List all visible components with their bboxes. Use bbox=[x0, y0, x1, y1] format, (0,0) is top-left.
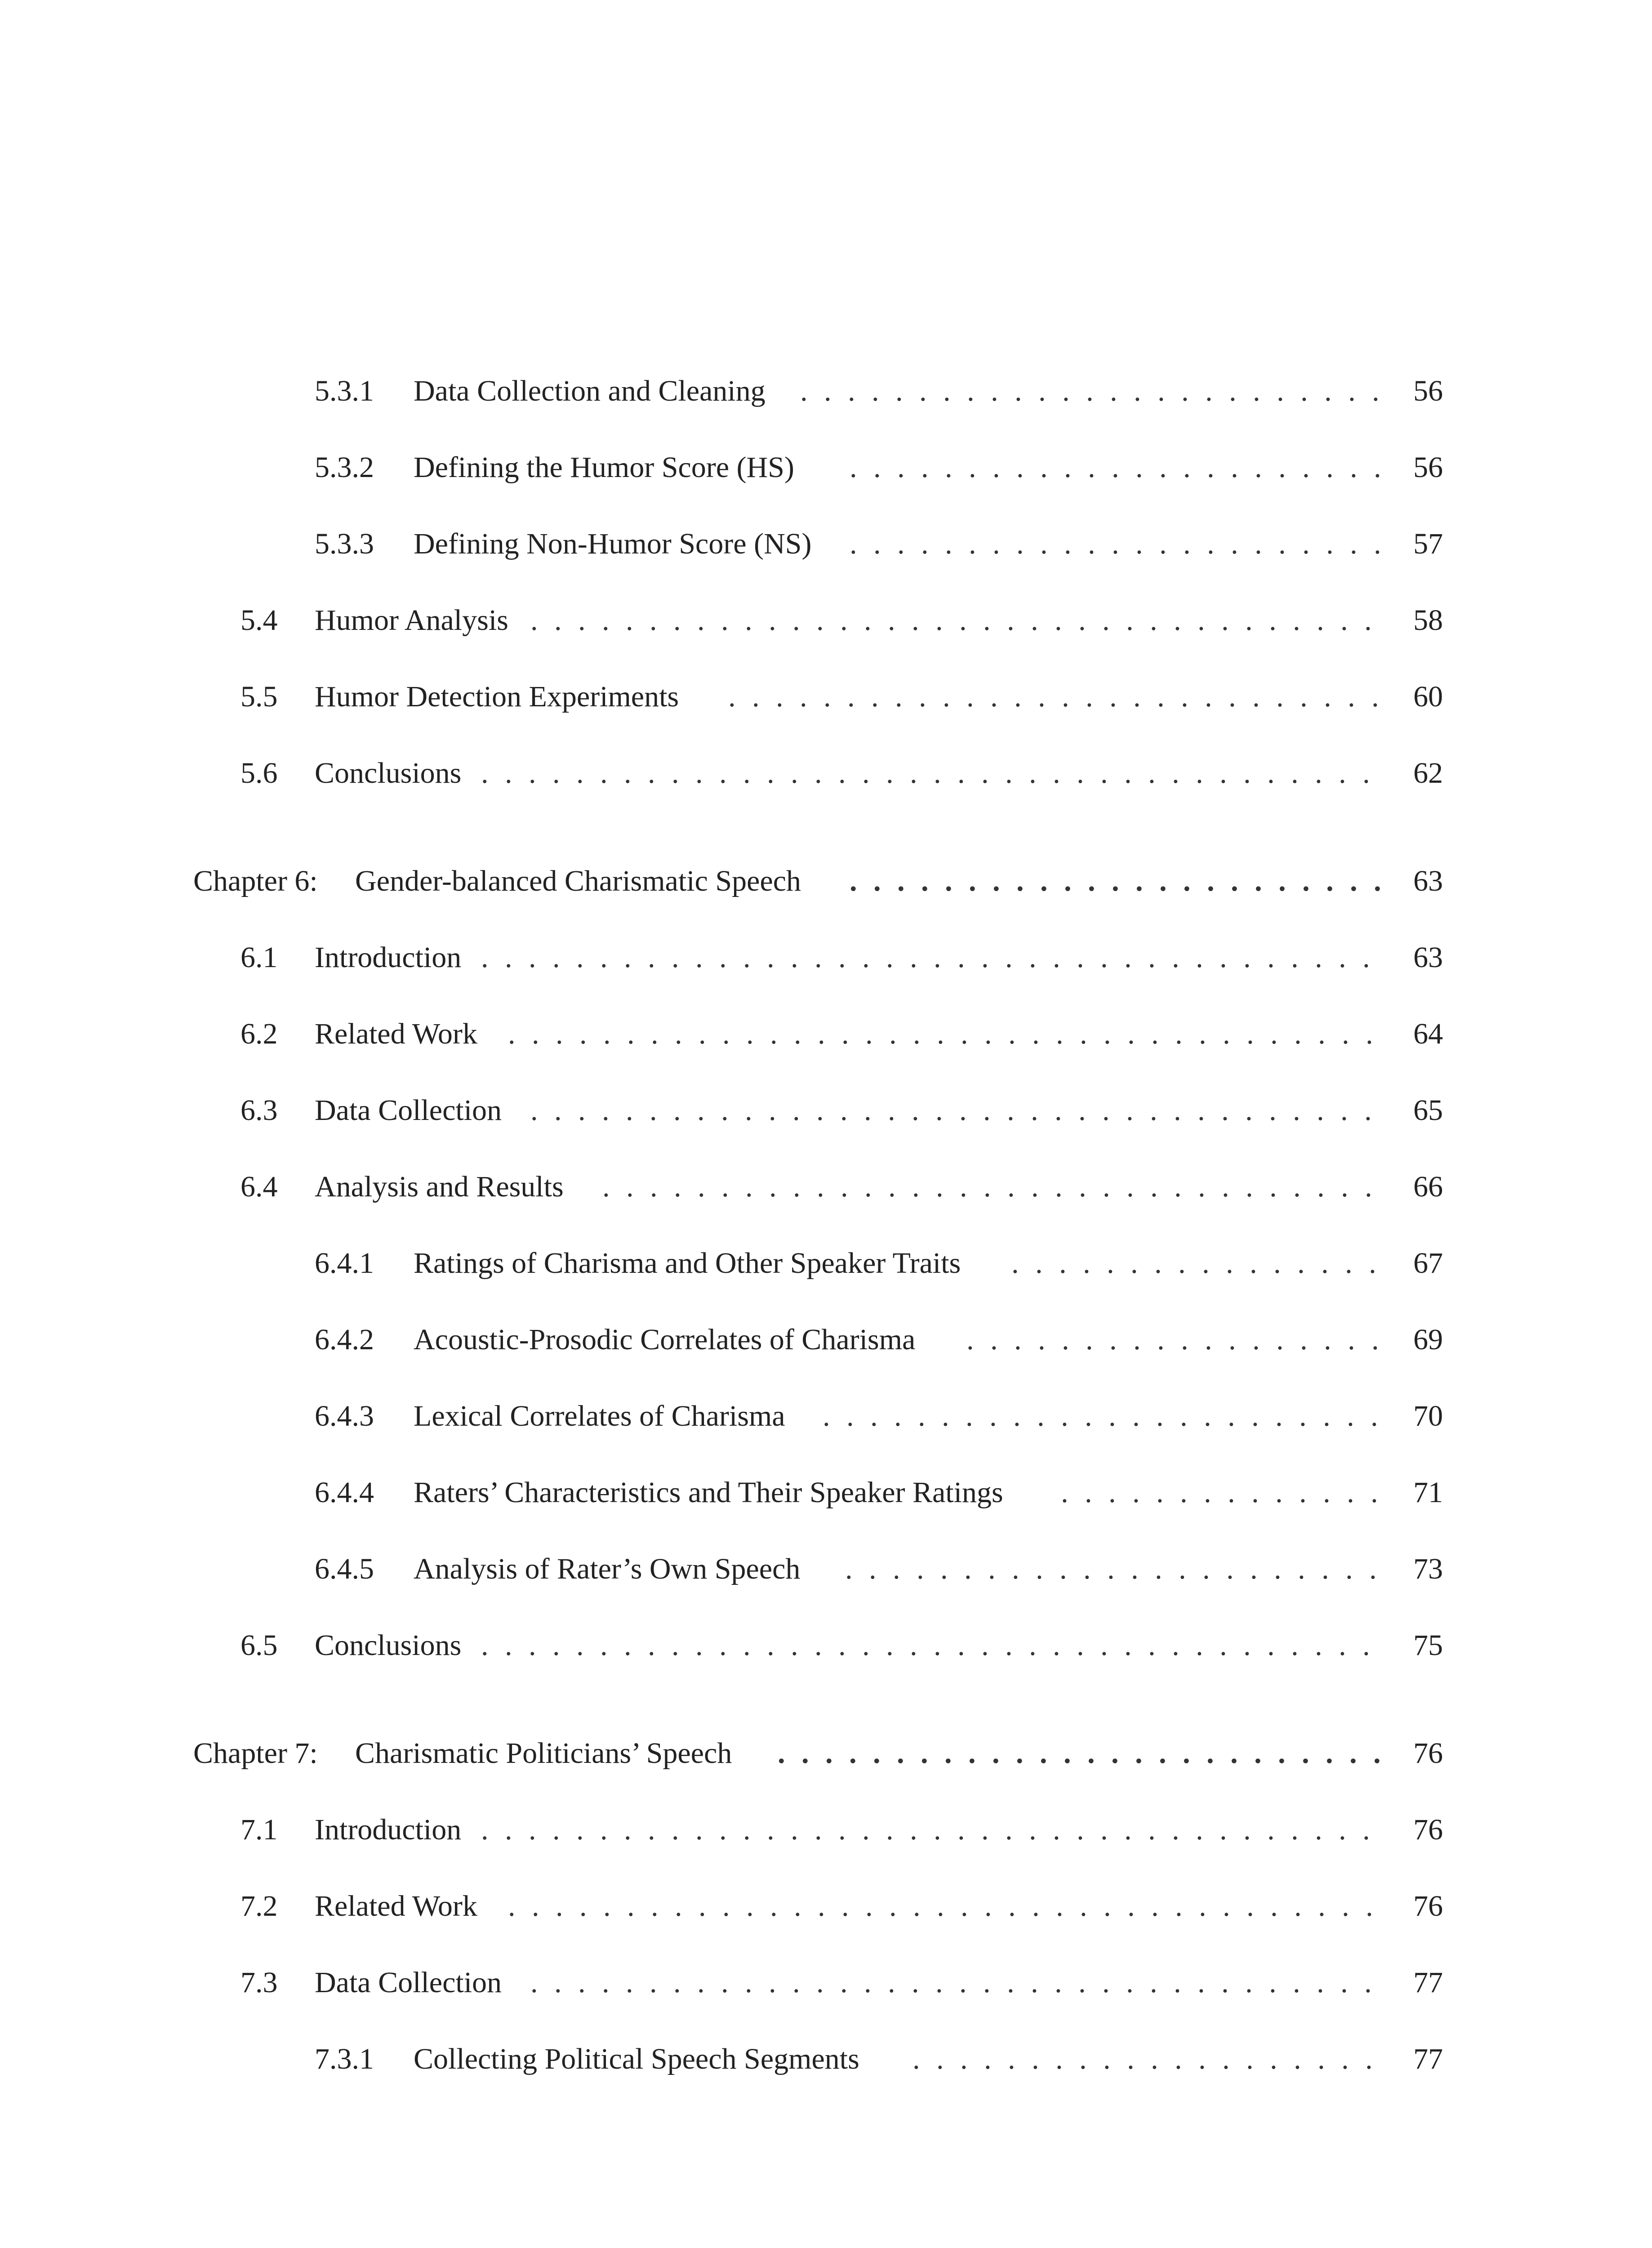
entry-number: 6.3 bbox=[240, 1094, 278, 1127]
entry-title: Data Collection bbox=[315, 1094, 502, 1127]
dot-leader bbox=[530, 1960, 1385, 2005]
toc-entry[interactable] bbox=[0, 1012, 1652, 1057]
dot-leader bbox=[850, 859, 1394, 904]
page-number: 70 bbox=[1413, 1400, 1443, 1432]
toc-chapter-entry[interactable] bbox=[0, 859, 1652, 904]
toc-entry[interactable] bbox=[0, 1807, 1652, 1852]
page-number: 71 bbox=[1413, 1476, 1443, 1509]
toc-entry[interactable] bbox=[0, 1960, 1652, 2005]
dot-leader bbox=[728, 674, 1385, 719]
entry-title: Related Work bbox=[315, 1017, 477, 1050]
entry-title: Analysis of Rater’s Own Speech bbox=[414, 1552, 801, 1585]
toc-entry[interactable] bbox=[0, 522, 1652, 566]
chapter-title: Gender-balanced Charismatic Speech bbox=[355, 865, 801, 897]
entry-title: Raters’ Characteristics and Their Speaker Ratings bbox=[414, 1476, 1003, 1509]
page-number: 66 bbox=[1413, 1170, 1443, 1203]
dot-leader bbox=[800, 369, 1385, 414]
entry-number: 5.3.3 bbox=[315, 527, 374, 560]
entry-title: Introduction bbox=[315, 1813, 462, 1846]
entry-title: Data Collection bbox=[315, 1966, 502, 1999]
page-number: 57 bbox=[1413, 527, 1443, 560]
toc-entry[interactable] bbox=[0, 674, 1652, 719]
entry-number: 6.2 bbox=[240, 1017, 278, 1050]
page-number: 77 bbox=[1413, 2043, 1443, 2075]
dot-leader bbox=[845, 1547, 1385, 1592]
entry-title: Defining the Humor Score (HS) bbox=[414, 451, 794, 484]
page-number: 75 bbox=[1413, 1629, 1443, 1662]
toc-entry[interactable] bbox=[0, 1088, 1652, 1133]
dot-leader bbox=[1011, 1241, 1385, 1286]
page-number: 64 bbox=[1413, 1017, 1443, 1050]
page-number: 56 bbox=[1413, 375, 1443, 407]
page-number: 63 bbox=[1413, 865, 1443, 897]
toc-entry[interactable] bbox=[0, 369, 1652, 414]
entry-title: Acoustic-Prosodic Correlates of Charisma bbox=[414, 1323, 916, 1356]
entry-number: 7.2 bbox=[240, 1890, 278, 1922]
entry-title: Defining Non-Humor Score (NS) bbox=[414, 527, 812, 560]
entry-number: 6.4.3 bbox=[315, 1400, 374, 1432]
toc-entry[interactable] bbox=[0, 1547, 1652, 1592]
toc-chapter-entry[interactable] bbox=[0, 1731, 1652, 1776]
page-number: 73 bbox=[1413, 1552, 1443, 1585]
entry-title: Analysis and Results bbox=[315, 1170, 564, 1203]
dot-leader bbox=[508, 1884, 1385, 1929]
dot-leader bbox=[966, 1317, 1385, 1362]
entry-number: 6.1 bbox=[240, 941, 278, 974]
entry-number: 5.4 bbox=[240, 604, 278, 637]
entry-title: Introduction bbox=[315, 941, 462, 974]
dot-leader bbox=[778, 1731, 1394, 1776]
chapter-title: Charismatic Politicians’ Speech bbox=[355, 1737, 732, 1770]
chapter-label: Chapter 7: bbox=[193, 1737, 318, 1770]
page-number: 69 bbox=[1413, 1323, 1443, 1356]
page-number: 58 bbox=[1413, 604, 1443, 637]
dot-leader bbox=[850, 522, 1385, 566]
entry-number: 6.4.5 bbox=[315, 1552, 374, 1585]
dot-leader bbox=[602, 1164, 1385, 1209]
entry-title: Related Work bbox=[315, 1890, 477, 1922]
entry-number: 6.4.2 bbox=[315, 1323, 374, 1356]
toc-entry[interactable] bbox=[0, 1884, 1652, 1929]
toc-entry[interactable] bbox=[0, 935, 1652, 980]
dot-leader bbox=[481, 1807, 1385, 1852]
dot-leader bbox=[1061, 1470, 1385, 1515]
dot-leader bbox=[530, 598, 1385, 643]
dot-leader bbox=[481, 935, 1385, 980]
entry-title: Humor Analysis bbox=[315, 604, 508, 637]
toc-entry[interactable] bbox=[0, 445, 1652, 490]
page-number: 77 bbox=[1413, 1966, 1443, 1999]
toc-entry[interactable] bbox=[0, 1470, 1652, 1515]
page-number: 56 bbox=[1413, 451, 1443, 484]
entry-number: 6.4.4 bbox=[315, 1476, 374, 1509]
toc-entry[interactable] bbox=[0, 1241, 1652, 1286]
dot-leader bbox=[850, 445, 1385, 490]
page-number: 63 bbox=[1413, 941, 1443, 974]
entry-title: Humor Detection Experiments bbox=[315, 680, 679, 713]
toc-entry[interactable] bbox=[0, 1623, 1652, 1668]
entry-title: Lexical Correlates of Charisma bbox=[414, 1400, 785, 1432]
dot-leader bbox=[530, 1088, 1385, 1133]
toc-entry[interactable] bbox=[0, 598, 1652, 643]
page-number: 62 bbox=[1413, 757, 1443, 789]
entry-title: Data Collection and Cleaning bbox=[414, 375, 766, 407]
entry-number: 7.1 bbox=[240, 1813, 278, 1846]
dot-leader bbox=[481, 1623, 1385, 1668]
chapter-label: Chapter 6: bbox=[193, 865, 318, 897]
entry-number: 5.5 bbox=[240, 680, 278, 713]
entry-number: 6.4.1 bbox=[315, 1247, 374, 1280]
dot-leader bbox=[481, 751, 1385, 796]
page-number: 76 bbox=[1413, 1890, 1443, 1922]
entry-number: 7.3 bbox=[240, 1966, 278, 1999]
entry-number: 5.3.1 bbox=[315, 375, 374, 407]
dot-leader bbox=[823, 1394, 1385, 1439]
dot-leader bbox=[913, 2037, 1385, 2082]
page-number: 67 bbox=[1413, 1247, 1443, 1280]
entry-number: 5.3.2 bbox=[315, 451, 374, 484]
toc-entry[interactable] bbox=[0, 2037, 1652, 2082]
page-number: 76 bbox=[1413, 1813, 1443, 1846]
entry-title: Conclusions bbox=[315, 757, 462, 789]
entry-title: Ratings of Charisma and Other Speaker Traits bbox=[414, 1247, 961, 1280]
toc-entry[interactable] bbox=[0, 1164, 1652, 1209]
toc-entry[interactable] bbox=[0, 1317, 1652, 1362]
page-number: 65 bbox=[1413, 1094, 1443, 1127]
entry-number: 7.3.1 bbox=[315, 2043, 374, 2075]
entry-number: 5.6 bbox=[240, 757, 278, 789]
page-number: 60 bbox=[1413, 680, 1443, 713]
toc-entry[interactable] bbox=[0, 751, 1652, 796]
entry-number: 6.4 bbox=[240, 1170, 278, 1203]
entry-title: Conclusions bbox=[315, 1629, 462, 1662]
entry-number: 6.5 bbox=[240, 1629, 278, 1662]
dot-leader bbox=[508, 1012, 1385, 1057]
toc-entry[interactable] bbox=[0, 1394, 1652, 1439]
page-number: 76 bbox=[1413, 1737, 1443, 1770]
entry-title: Collecting Political Speech Segments bbox=[414, 2043, 859, 2075]
